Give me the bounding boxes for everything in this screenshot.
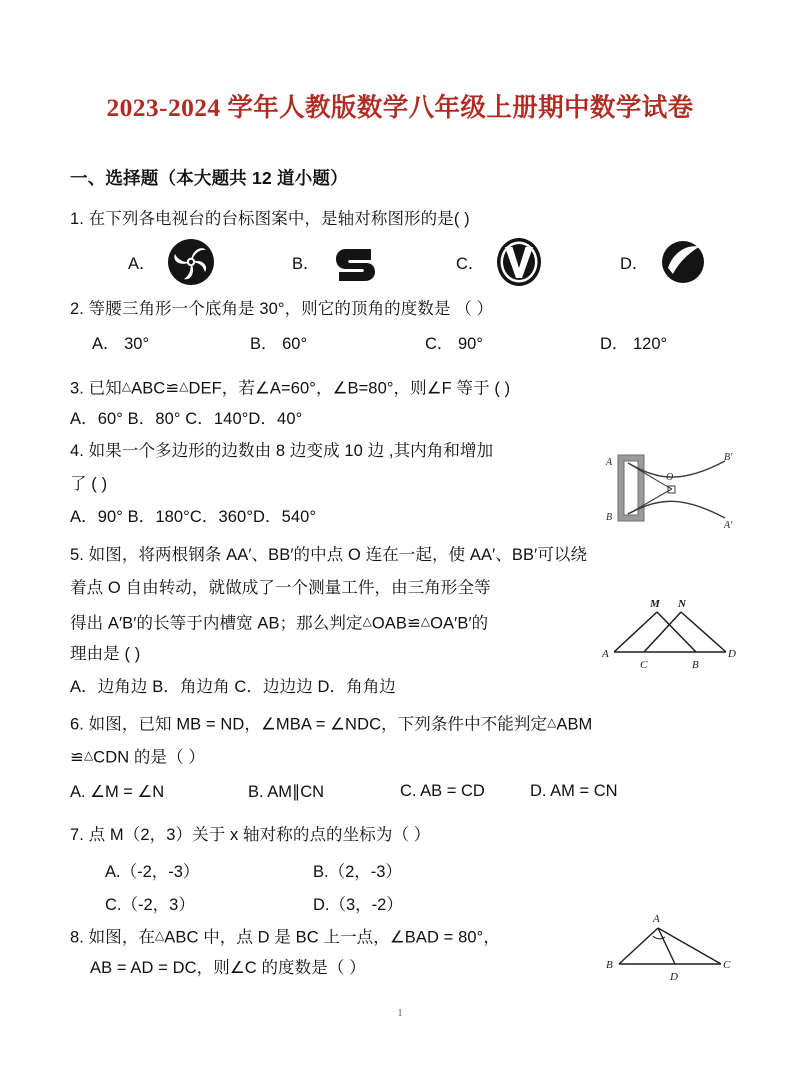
page-title: 2023-2024 学年人教版数学八年级上册期中数学试卷 xyxy=(106,93,694,122)
question-7-option-c[interactable]: C.（-2，3） xyxy=(105,896,195,914)
question-4-options[interactable]: A．90° B．180°C．360°D．540° xyxy=(70,508,317,526)
question-2-option-a[interactable]: A． 30° xyxy=(92,335,150,353)
option-label-c: C． xyxy=(456,255,485,273)
figure-label-A-prime: A' xyxy=(724,520,733,531)
question-5-stem-line-1: 5. 如图，将两根钢条 AA′、BB′的中点 O 连在一起，使 AA′、BB′可以绕 xyxy=(70,546,588,564)
question-3-stem-part-1: 3. 已知 xyxy=(70,379,122,398)
question-6-stem-line-2 xyxy=(70,745,205,767)
question-5-options[interactable]: A．边角边 B．角边角 C．边边边 D．角角边 xyxy=(70,678,396,696)
question-4-stem-line-2: 了 ( ) xyxy=(70,475,108,493)
spiral-logo-icon xyxy=(166,237,216,287)
option-label-b: B． xyxy=(292,255,320,273)
triangle-symbol-icon: △ xyxy=(121,379,132,393)
question-7-option-d[interactable]: D.（3，-2） xyxy=(313,896,403,914)
question-2-option-c[interactable]: C． 90° xyxy=(425,335,483,353)
question-3-stem-part-2: ABC≌ xyxy=(131,379,180,398)
s-letter-logo-icon xyxy=(330,237,380,287)
figure-label-A: A xyxy=(602,648,609,660)
figure-label-B: B xyxy=(606,959,613,971)
question-4-stem-line-1: 4. 如果一个多边形的边数由 8 边变成 10 边 ,其内角和增加 xyxy=(70,442,494,460)
figure-label-D: D xyxy=(670,971,678,983)
question-7-option-a[interactable]: A.（-2，-3） xyxy=(105,863,200,881)
triangle-symbol-icon: △ xyxy=(420,614,431,628)
question-3-stem xyxy=(70,376,510,398)
figure-label-M: M xyxy=(650,598,660,610)
option-label-d: D． xyxy=(620,255,649,273)
question-6-stem-part-3: CDN 的是（ ） xyxy=(93,748,205,767)
question-6-stem-part-1: 6. 如图，已知 MB = ND，∠MBA = ∠NDC，下列条件中不能判定 xyxy=(70,715,548,734)
question-6-option-d[interactable]: D. AM = CN xyxy=(530,782,618,800)
figure-label-N: N xyxy=(678,598,686,610)
question-8-stem-part-2: ABC 中，点 D 是 BC 上一点，∠BAD = 80°， xyxy=(164,928,500,947)
question-5-stem-part-1: 得出 A′B′的长等于内槽宽 AB；那么判定 xyxy=(70,614,363,633)
question-1-options xyxy=(70,233,730,291)
congruent-symbol-icon: ≌ xyxy=(70,748,84,767)
question-3-stem-part-3: DEF，若∠A=60°，∠B=80°，则∠F 等于 ( ) xyxy=(188,379,511,398)
question-7-option-b[interactable]: B.（2，-3） xyxy=(313,863,402,881)
question-5-stem-part-2: OAB≌ xyxy=(371,614,421,633)
question-1-option-b[interactable] xyxy=(292,233,380,291)
question-2-stem: 2. 等腰三角形一个底角是 30°，则它的顶角的度数是 （ ） xyxy=(70,300,494,318)
triangle-symbol-icon: △ xyxy=(179,379,189,393)
question-5-stem-part-3: OA′B′的 xyxy=(430,614,489,633)
figure-label-B-prime: B' xyxy=(724,452,733,463)
triangle-abc-with-cevian-diagram xyxy=(603,908,738,984)
question-2-option-b[interactable]: B． 60° xyxy=(250,335,308,353)
question-1-option-c[interactable] xyxy=(456,233,544,291)
figure-label-O: O xyxy=(666,472,674,483)
section-heading: 一、选择题（本大题共 12 道小题） xyxy=(70,168,348,188)
option-label-a: A． xyxy=(128,255,156,273)
figure-label-B: B xyxy=(606,512,613,523)
question-1-option-d[interactable] xyxy=(620,233,708,291)
figure-label-D: D xyxy=(728,648,736,660)
question-6-stem-line-1 xyxy=(70,712,592,734)
slashed-circle-logo-icon xyxy=(658,237,708,287)
triangle-symbol-icon: △ xyxy=(155,928,165,942)
question-8-stem-part-1: 8. 如图，在 xyxy=(70,928,156,947)
question-6-option-a[interactable]: A. ∠M = ∠N xyxy=(70,783,165,801)
question-1-stem: 1. 在下列各电视台的台标图案中，是轴对称图形的是( ) xyxy=(70,210,470,228)
triangle-symbol-icon: △ xyxy=(83,748,94,762)
question-2-option-d[interactable]: D． 120° xyxy=(600,335,668,353)
figure-label-A: A xyxy=(606,457,613,468)
double-triangle-diagram xyxy=(600,594,740,672)
question-1-option-a[interactable] xyxy=(128,233,216,291)
question-6-option-b[interactable]: B. AM∥CN xyxy=(248,783,325,801)
triangle-symbol-icon: △ xyxy=(362,614,372,628)
question-5-stem-line-4: 理由是 ( ) xyxy=(70,645,141,663)
question-5-stem-line-2: 着点 O 自由转动，就做成了一个测量工件，由三角形全等 xyxy=(70,579,491,597)
v-in-circle-logo-icon xyxy=(494,237,544,287)
question-8-stem-line-1 xyxy=(70,925,500,947)
question-7-stem: 7. 点 M（2，3）关于 x 轴对称的点的坐标为（ ） xyxy=(70,826,431,844)
question-6-option-c[interactable]: C. AB = CD xyxy=(400,782,485,800)
triangle-symbol-icon: △ xyxy=(547,715,557,729)
figure-label-C: C xyxy=(723,959,731,971)
question-3-options[interactable]: A．60° B．80° C．140°D．40° xyxy=(70,410,303,428)
caliper-diagram xyxy=(600,448,740,533)
figure-label-B: B xyxy=(692,659,699,671)
page-number: 1 xyxy=(397,1008,403,1019)
figure-label-A: A xyxy=(653,913,660,925)
question-8-stem-line-2: AB = AD = DC，则∠C 的度数是（ ） xyxy=(90,959,366,977)
question-5-stem-line-3 xyxy=(70,611,488,633)
figure-label-C: C xyxy=(640,659,648,671)
question-6-stem-part-2: ABM xyxy=(556,715,593,734)
